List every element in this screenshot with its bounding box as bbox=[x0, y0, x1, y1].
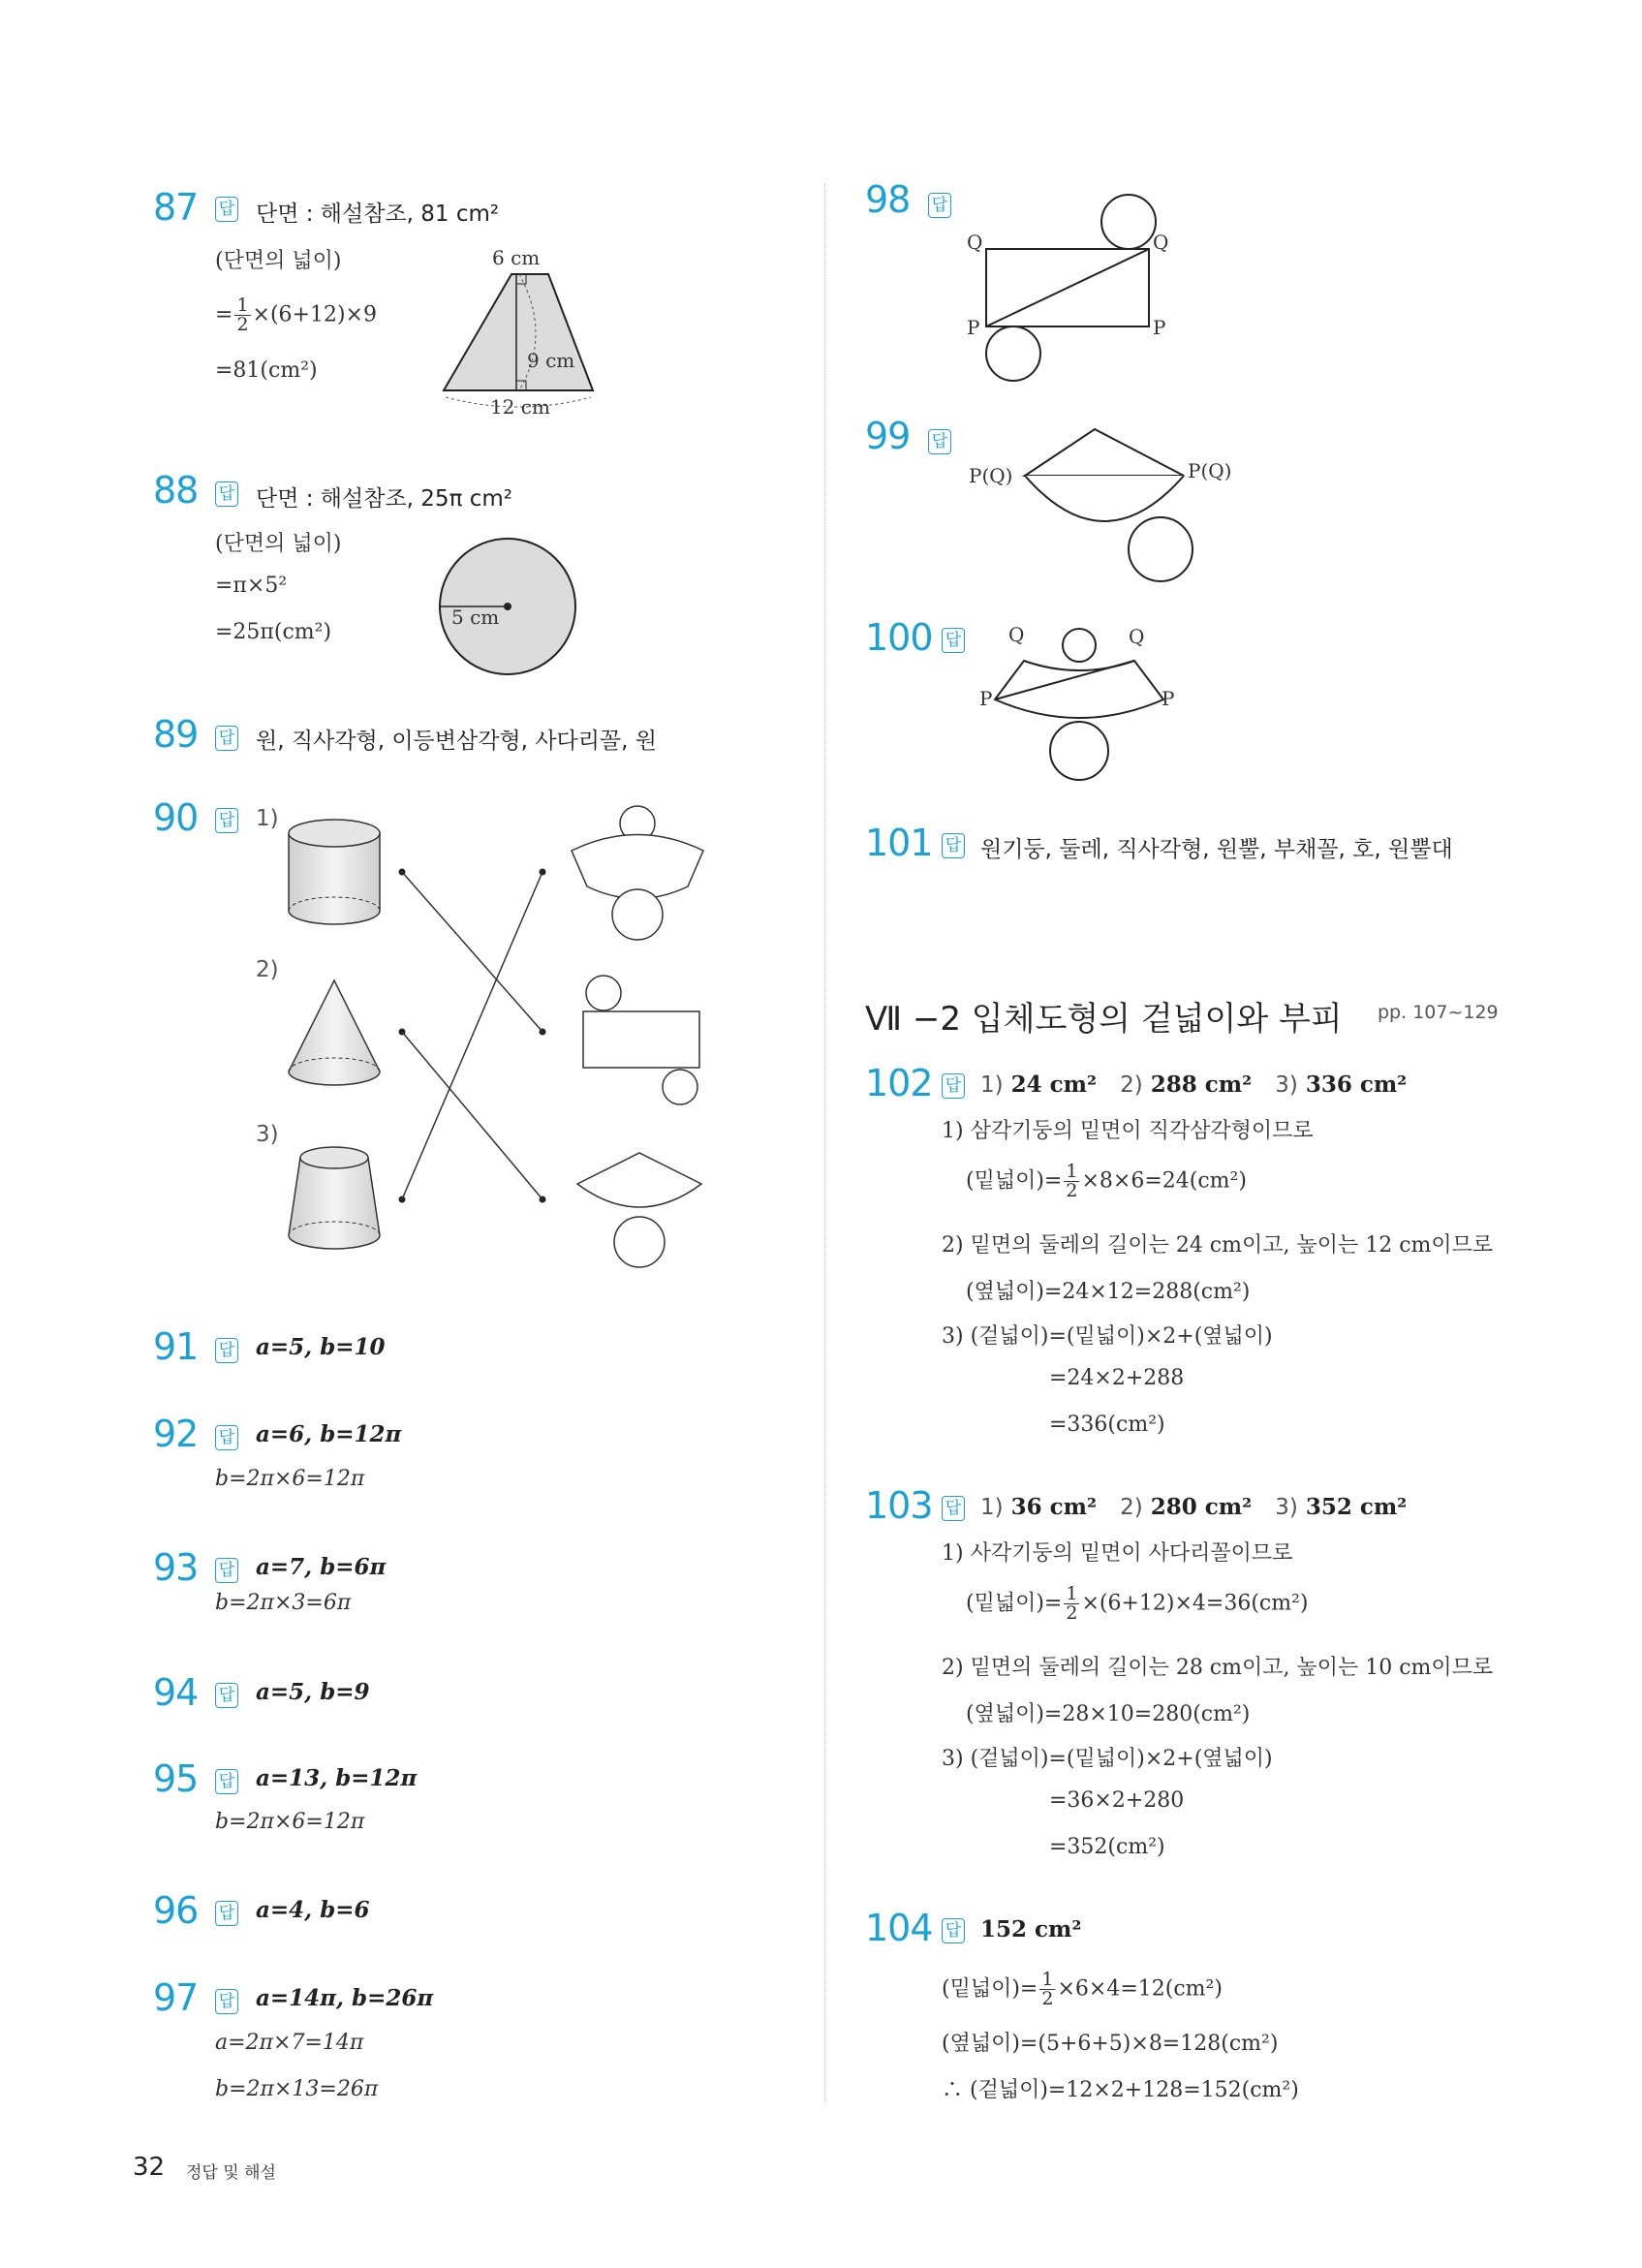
q102-line6: =24×2+288 bbox=[1049, 1366, 1185, 1390]
answer-badge: 답 bbox=[215, 808, 238, 833]
q103-line3: 2) 밑면의 둘레의 길이는 28 cm이고, 높이는 10 cm이므로 bbox=[942, 1656, 1494, 1680]
q92-number: 92 bbox=[153, 1413, 199, 1455]
answer-badge: 답 bbox=[215, 1425, 238, 1450]
frustum-net-shape bbox=[572, 806, 703, 940]
q88-line1: (단면의 넓이) bbox=[215, 532, 342, 556]
circle-cross-section-figure bbox=[436, 535, 581, 680]
q104-answer: 152 cm² bbox=[980, 1916, 1082, 1942]
answer-badge: 답 bbox=[215, 197, 238, 222]
footer-title: 정답 및 해설 bbox=[186, 2163, 276, 2183]
q97-line1: a=2π×7=14π bbox=[215, 2031, 364, 2055]
answer-badge: 답 bbox=[215, 726, 238, 751]
q88-line3: =25π(cm²) bbox=[215, 620, 332, 644]
svg-text:P: P bbox=[967, 316, 980, 339]
solid-matching-figure bbox=[271, 794, 727, 1279]
q87-line2: = $\frac{1}{2}$ ×(6+12)×9 bbox=[215, 295, 377, 335]
section-pages: pp. 107~129 bbox=[1378, 1002, 1499, 1023]
section-title: Ⅶ −2 입체도형의 겉넓이와 부피 bbox=[865, 1000, 1343, 1039]
q87-line3: =81(cm²) bbox=[215, 358, 318, 383]
q88-number: 88 bbox=[153, 469, 199, 512]
q101-number: 101 bbox=[865, 822, 933, 864]
frustum-shape bbox=[289, 1147, 380, 1249]
trapezoid-top-label: 6 cm bbox=[492, 246, 541, 269]
q103-line4: (옆넓이)=28×10=280(cm²) bbox=[966, 1702, 1251, 1726]
q88-line2: =π×5² bbox=[215, 574, 288, 598]
q102-line4: (옆넓이)=24×12=288(cm²) bbox=[966, 1280, 1251, 1304]
answer-badge: 답 bbox=[942, 1073, 965, 1099]
svg-text:Q: Q bbox=[1008, 623, 1025, 646]
q89-number: 89 bbox=[153, 713, 199, 756]
cylinder-net-answer-figure bbox=[959, 189, 1192, 392]
q97-line2: b=2π×13=26π bbox=[215, 2077, 379, 2101]
circle-radius-label: 5 cm bbox=[451, 606, 500, 629]
answer-badge: 답 bbox=[942, 833, 965, 858]
q93-number: 93 bbox=[153, 1546, 199, 1589]
q102-line3: 2) 밑면의 둘레의 길이는 24 cm이고, 높이는 12 cm이므로 bbox=[942, 1233, 1494, 1258]
q97-answer: a=14π, b=26π bbox=[256, 1985, 434, 2011]
q101-answer: 원기둥, 둘레, 직사각형, 원뿔, 부채꼴, 호, 원뿔대 bbox=[980, 837, 1453, 862]
svg-text:Q: Q bbox=[1153, 231, 1169, 254]
q96-number: 96 bbox=[153, 1889, 199, 1932]
answer-badge: 답 bbox=[215, 1683, 238, 1708]
trapezoid-height-label: 9 cm bbox=[527, 349, 575, 372]
page-number: 32 bbox=[133, 2153, 166, 2182]
q102-line2: (밑넓이)= $\frac{1}{2}$ ×8×6=24(cm²) bbox=[966, 1161, 1247, 1201]
answer-badge: 답 bbox=[215, 1989, 238, 2014]
answer-badge: 답 bbox=[942, 1918, 965, 1943]
q97-number: 97 bbox=[153, 1976, 199, 2019]
q92-line1: b=2π×6=12π bbox=[215, 1467, 365, 1491]
cylinder-shape bbox=[289, 820, 380, 924]
q87-answer: 단면 : 해설참조, 81 cm² bbox=[256, 202, 500, 227]
q91-number: 91 bbox=[153, 1325, 199, 1368]
trapezoid-cross-section-figure bbox=[436, 247, 610, 421]
q98-number: 98 bbox=[865, 178, 911, 221]
answer-badge: 답 bbox=[928, 429, 951, 454]
svg-text:P: P bbox=[979, 687, 993, 710]
q89-answer: 원, 직사각형, 이등변삼각형, 사다리꼴, 원 bbox=[256, 729, 657, 754]
q91-answer: a=5, b=10 bbox=[256, 1334, 386, 1360]
cylinder-net-shape bbox=[583, 976, 699, 1104]
answer-badge: 답 bbox=[942, 628, 965, 653]
answer-badge: 답 bbox=[215, 1901, 238, 1926]
q93-line1: b=2π×3=6π bbox=[215, 1591, 352, 1615]
q92-answer: a=6, b=12π bbox=[256, 1421, 402, 1447]
cone-shape bbox=[289, 980, 380, 1085]
q103-line2: (밑넓이)= $\frac{1}{2}$ ×(6+12)×4=36(cm²) bbox=[966, 1583, 1309, 1624]
q103-line7: =352(cm²) bbox=[1049, 1835, 1165, 1859]
q90-number: 90 bbox=[153, 796, 199, 839]
svg-text:P: P bbox=[1162, 687, 1175, 710]
q104-line3: ∴ (겉넓이)=12×2+128=152(cm²) bbox=[942, 2078, 1299, 2102]
trapezoid-bottom-label: 12 cm bbox=[490, 395, 550, 419]
q90-sub3: 3) bbox=[256, 1122, 279, 1147]
svg-text:P(Q): P(Q) bbox=[969, 464, 1013, 487]
q94-number: 94 bbox=[153, 1671, 199, 1714]
q93-answer: a=7, b=6π bbox=[256, 1554, 387, 1580]
svg-text:Q: Q bbox=[967, 231, 983, 254]
q104-number: 104 bbox=[865, 1907, 933, 1949]
answer-badge: 답 bbox=[215, 482, 238, 507]
answer-badge: 답 bbox=[942, 1496, 965, 1521]
q87-number: 87 bbox=[153, 186, 199, 229]
answer-badge: 답 bbox=[928, 193, 951, 218]
answer-badge: 답 bbox=[215, 1338, 238, 1363]
q103-line6: =36×2+280 bbox=[1049, 1788, 1185, 1813]
q100-number: 100 bbox=[865, 616, 933, 659]
q102-line7: =336(cm²) bbox=[1049, 1413, 1165, 1437]
answer-badge: 답 bbox=[215, 1558, 238, 1583]
q95-answer: a=13, b=12π bbox=[256, 1765, 418, 1791]
q90-sub1: 1) bbox=[256, 806, 279, 831]
q104-line2: (옆넓이)=(5+6+5)×8=128(cm²) bbox=[942, 2032, 1279, 2056]
q102-line5: 3) (겉넓이)=(밑넓이)×2+(옆넓이) bbox=[942, 1324, 1273, 1349]
svg-text:P(Q): P(Q) bbox=[1188, 459, 1232, 482]
q104-line1: (밑넓이)= $\frac{1}{2}$ ×6×4=12(cm²) bbox=[942, 1969, 1223, 2009]
q103-line5: 3) (겉넓이)=(밑넓이)×2+(옆넓이) bbox=[942, 1747, 1273, 1771]
q96-answer: a=4, b=6 bbox=[256, 1897, 370, 1923]
q99-number: 99 bbox=[865, 415, 911, 457]
q103-line1: 1) 사각기둥의 밑면이 사다리꼴이므로 bbox=[942, 1541, 1293, 1566]
q95-line1: b=2π×6=12π bbox=[215, 1810, 365, 1834]
q103-number: 103 bbox=[865, 1484, 933, 1527]
column-divider bbox=[824, 184, 825, 2102]
q95-number: 95 bbox=[153, 1757, 199, 1800]
svg-text:P: P bbox=[1153, 316, 1166, 339]
q102-line1: 1) 삼각기둥의 밑면이 직각삼각형이므로 bbox=[942, 1119, 1314, 1143]
frustum-path-answer-figure bbox=[974, 620, 1206, 794]
svg-text:Q: Q bbox=[1129, 625, 1145, 648]
answer-badge: 답 bbox=[215, 1769, 238, 1794]
q102-number: 102 bbox=[865, 1062, 933, 1104]
q87-line1: (단면의 넓이) bbox=[215, 249, 342, 273]
q94-answer: a=5, b=9 bbox=[256, 1679, 370, 1705]
cone-path-answer-figure bbox=[959, 421, 1250, 596]
q88-answer: 단면 : 해설참조, 25π cm² bbox=[256, 486, 512, 512]
q90-sub2: 2) bbox=[256, 957, 279, 982]
q103-answers: 1) 36 cm² 2) 280 cm² 3) 352 cm² bbox=[980, 1494, 1408, 1520]
q102-answers: 1) 24 cm² 2) 288 cm² 3) 336 cm² bbox=[980, 1072, 1408, 1098]
cone-net-shape bbox=[577, 1153, 701, 1267]
